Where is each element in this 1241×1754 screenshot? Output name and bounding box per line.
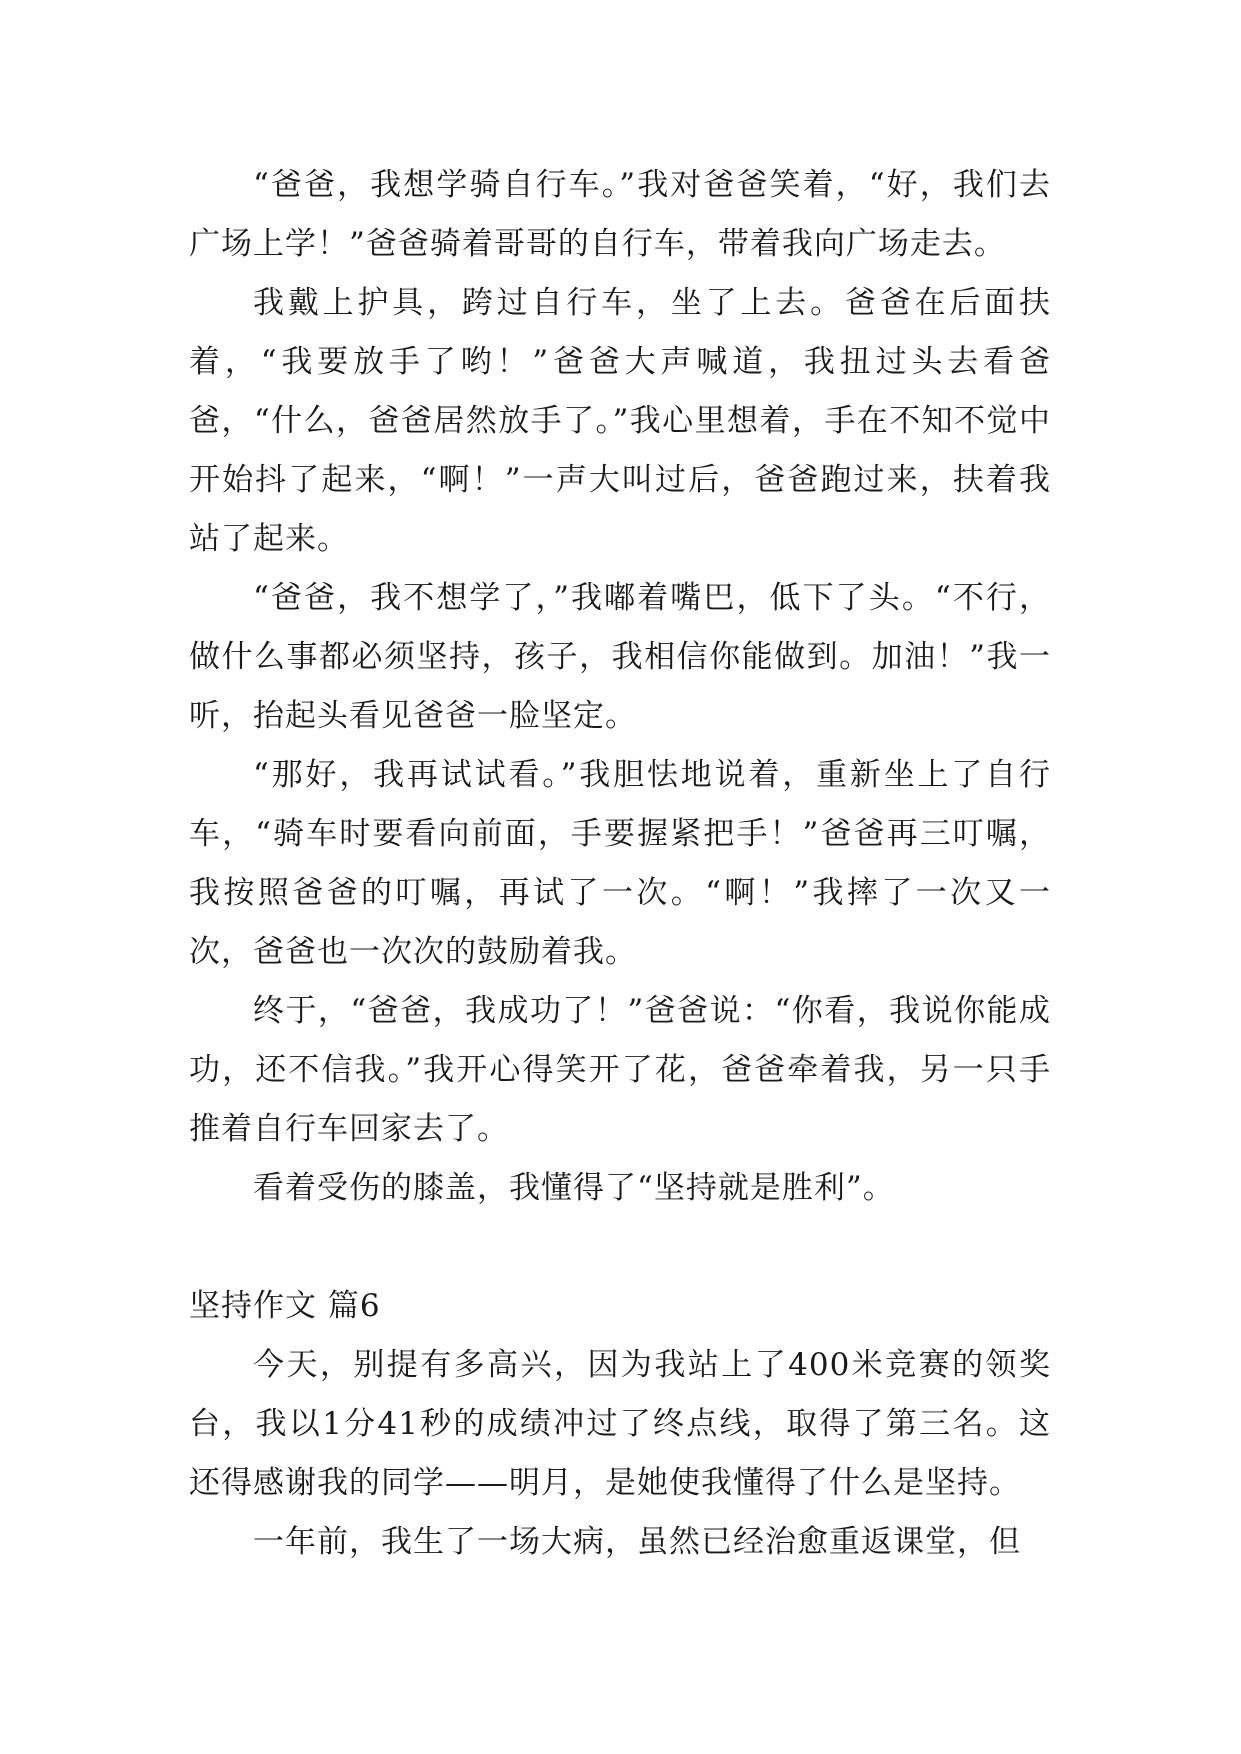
paragraph: 看着受伤的膝盖，我懂得了“坚持就是胜利”。 [253,1170,895,1206]
paragraph: 我戴上护具，跨过自行车，坐了上去。爸爸在后面扶着，“我要放手了哟！”爸爸大声喊道，我扭过头去看爸爸，“什么，爸爸居然放手了。”我心里想着，手在不知不觉中开始抖了起来，“啊！”一声大叫过后，爸爸跑过来，扶着我站了起来。 [189,285,1051,557]
paragraph: “那好，我再试试看。”我胆怯地说着，重新坐上了自行车，“骑车时要看向前面，手要握紧把手！”爸爸再三叮嘱，我按照爸爸的叮嘱，再试了一次。“啊！”我摔了一次又一次，爸爸也一次次的鼓励着我。 [189,757,1051,970]
section-heading: 坚持作文 篇6 [189,1288,381,1324]
paragraph: 一年前，我生了一场大病，虽然已经治愈重返课堂，但 [253,1524,1021,1560]
paragraph: “爸爸，我不想学了，”我嘟着嘴巴，低下了头。“不行，做什么事都必须坚持，孩子，我相信你能做到。加油！”我一听，抬起头看见爸爸一脸坚定。 [189,580,1051,734]
paragraph: “爸爸，我想学骑自行车。”我对爸爸笑着，“好，我们去广场上学！”爸爸骑着哥哥的自行车，带着我向广场走去。 [189,167,1051,262]
paragraph: 终于，“爸爸，我成功了！”爸爸说：“你看，我说你能成功，还不信我。”我开心得笑开了花，爸爸牵着我，另一只手推着自行车回家去了。 [189,993,1051,1147]
document-body [189,156,1051,1572]
paragraph: 今天，别提有多高兴，因为我站上了400米竞赛的领奖台，我以1分41秒的成绩冲过了终点线，取得了第三名。这还得感谢我的同学——明月，是她使我懂得了什么是坚持。 [189,1347,1051,1501]
